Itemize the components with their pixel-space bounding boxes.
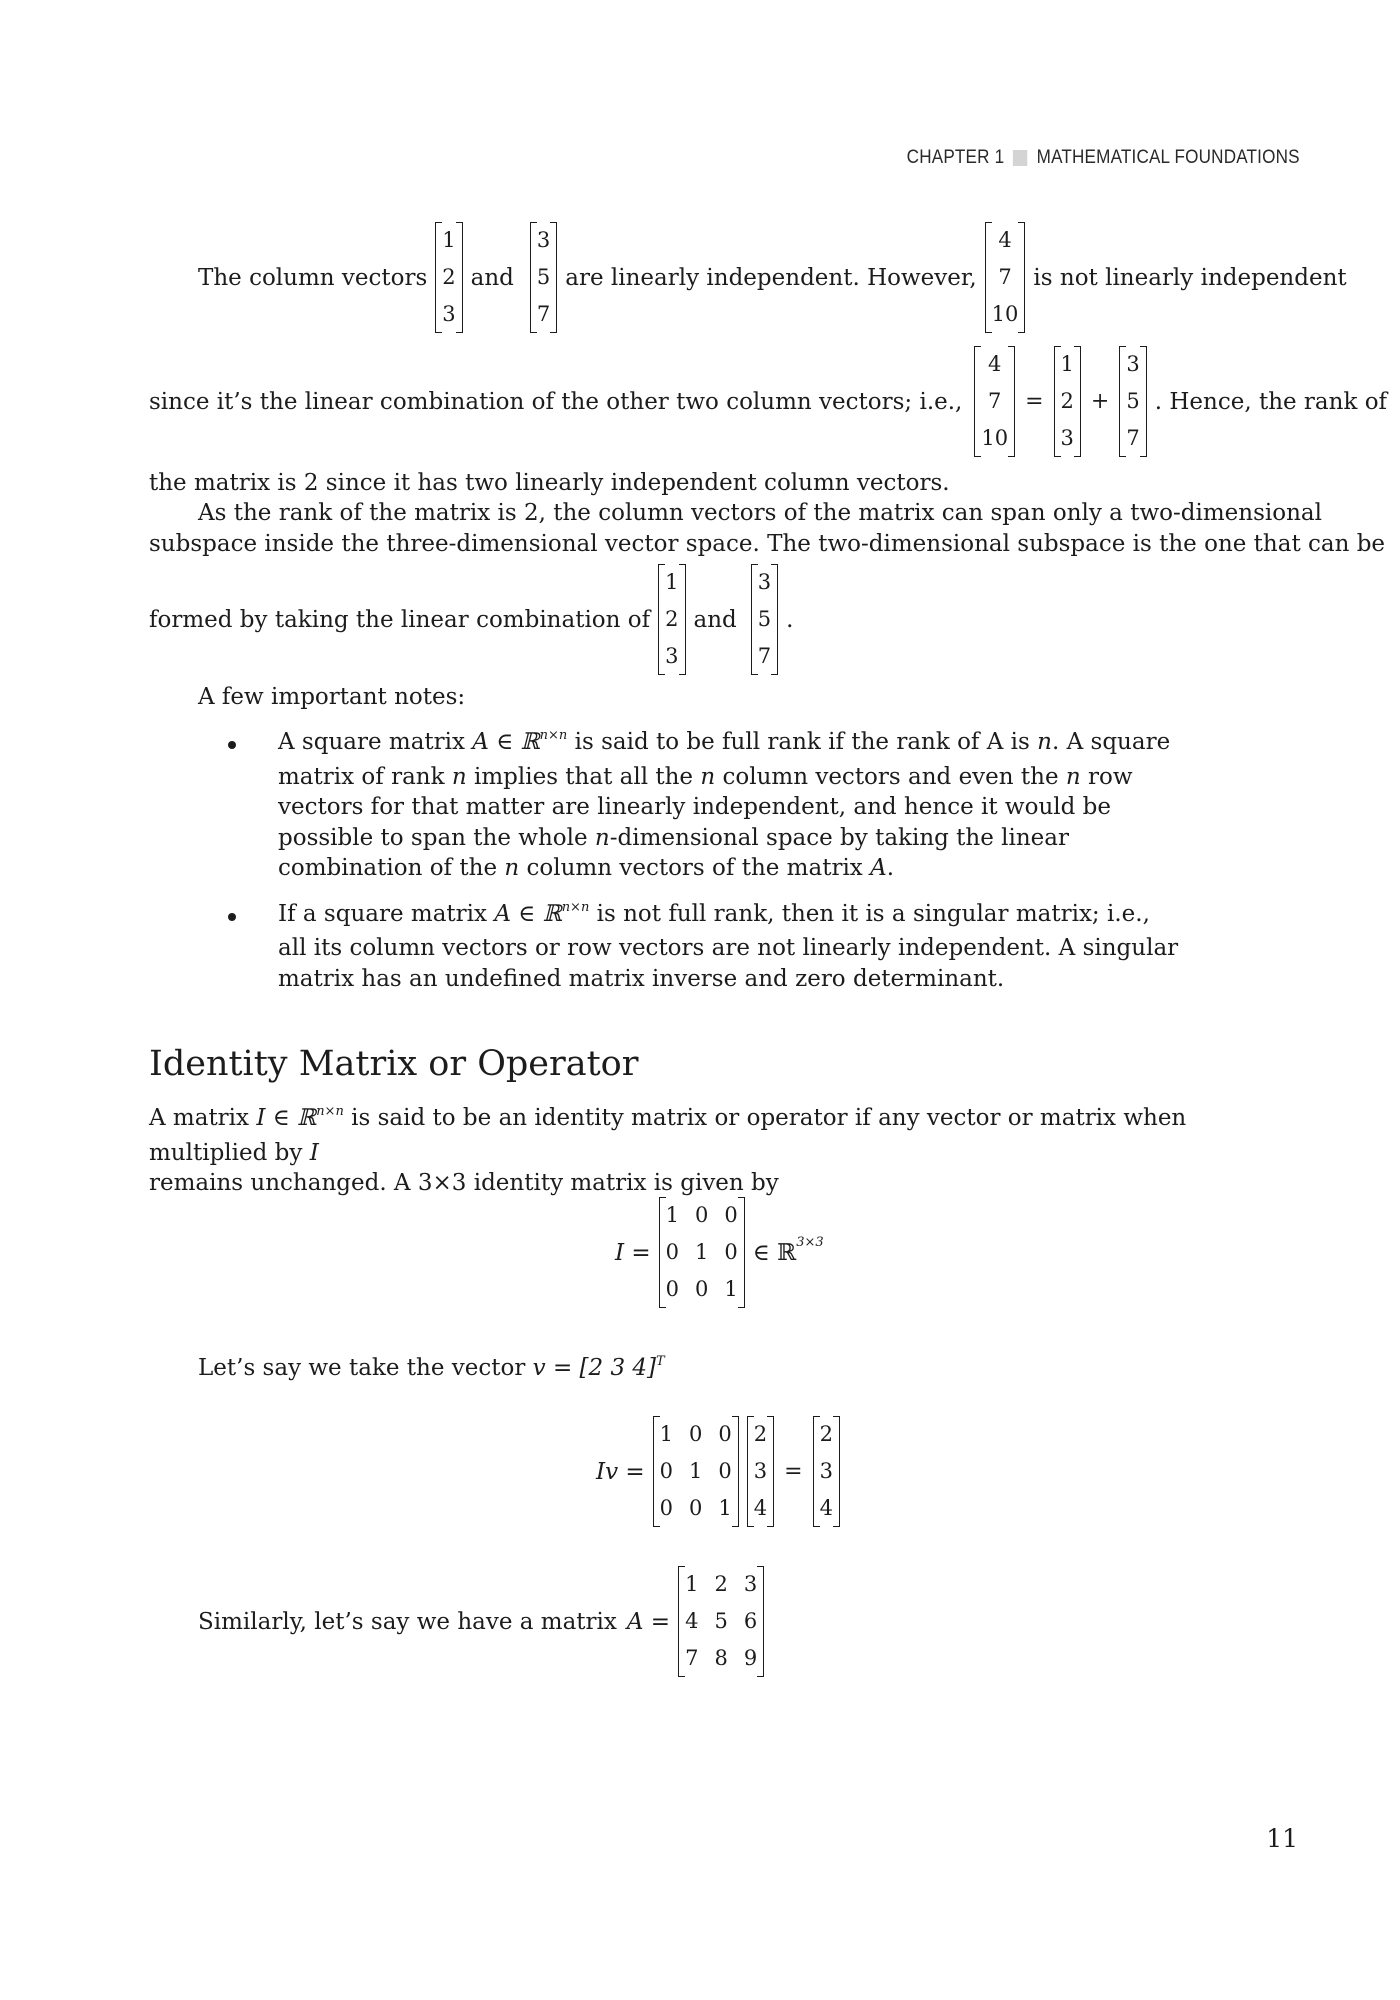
cell: 7 [1126,426,1140,450]
text: row vectors for that matter are linearly independent, and hence it would be possible to span the whole [278,763,1133,851]
cell: 0 [689,1496,703,1520]
paragraph-column-vectors [198,222,1347,333]
section-heading: Identity Matrix or Operator [149,1044,639,1084]
superscript: n×n [561,899,590,915]
text: The column vectors [198,264,428,291]
identity-matrix [653,1416,739,1527]
cell: 2 [1060,389,1074,413]
cell: 1 [665,1203,680,1227]
cell: 0 [665,1240,680,1264]
cell: 4 [753,1496,768,1520]
column-vector-a [435,222,462,333]
math-n: n [1037,729,1052,755]
notes-intro: A few important notes: [198,684,466,710]
cell: 0 [724,1240,738,1264]
cell: 7 [685,1646,699,1670]
cell: 2 [665,607,679,631]
cell: 1 [695,1240,709,1264]
text: . A square matrix of rank [278,729,1171,790]
equals-sign: = [784,1459,803,1484]
cell: 1 [689,1459,703,1483]
identity-vector-equation [596,1416,848,1527]
cell: 1 [724,1277,738,1301]
chapter-label: CHAPTER 1 [906,147,1005,168]
math-expression: I ∈ ℝ [256,1105,317,1131]
list-item [220,899,1180,995]
text: formed by taking the linear combination of [149,606,651,633]
cell: 1 [685,1572,699,1596]
notes-list [220,727,1180,1009]
text: is not full rank, then it is a singular matrix; i.e., all its column vectors or row vectors are not linearly independent. A singular matrix has an undefined matrix inverse and zero determinant. [278,900,1179,992]
cell: 0 [665,1277,680,1301]
math-expression: A ∈ ℝ [472,729,540,755]
chapter-title: MATHEMATICAL FOUNDATIONS [1036,147,1300,168]
cell: 1 [665,570,679,594]
cell: 0 [724,1203,738,1227]
column-vector-b [530,222,557,333]
paragraph-rank-line1: As the rank of the matrix is 2, the column vectors of the matrix can span only a two-dimensional [198,500,1322,526]
paragraph-rank-continuation: the matrix is 2 since it has two linearly independent column vectors. [149,470,950,496]
running-header [907,147,1300,169]
math-n: n [1065,763,1081,790]
text: and [693,606,737,633]
text: are linearly independent. However, [565,264,977,291]
equation-lhs: Iv = [596,1458,645,1485]
math-n: n [700,763,716,790]
equation-lhs: I = [615,1239,651,1266]
superscript: 3×3 [796,1235,824,1250]
text: column vectors and even the [722,763,1059,790]
cell: 2 [753,1422,768,1446]
cell: 5 [536,265,551,289]
cell: 4 [988,352,1002,376]
identity-definition [149,1103,1259,1199]
equation-lhs: A = [626,1608,671,1635]
bullet-icon [228,913,236,921]
cell: 3 [665,644,679,668]
cell: 3 [442,302,456,326]
text: . Hence, the rank of [1154,388,1388,415]
text: is not linearly independent [1033,264,1347,291]
text: implies that all the [473,763,694,790]
cell: 0 [718,1422,732,1446]
text: If a square matrix [278,900,487,927]
cell: 7 [757,644,772,668]
text: A matrix [149,1105,250,1131]
cell: 4 [685,1609,699,1633]
list-item [220,727,1180,884]
cell: 0 [718,1459,732,1483]
column-vector-b [1119,346,1146,457]
text: remains unchanged. A [149,1170,411,1196]
math-n: n [451,763,467,790]
cell: 0 [659,1459,674,1483]
column-vector-a [1054,346,1081,457]
equals-sign: = [1025,389,1044,414]
matrix-example [198,1566,772,1677]
cell: 5 [714,1609,728,1633]
text: A square matrix [278,729,465,755]
vector-example-text [198,1353,665,1388]
text: and [470,264,514,291]
cell: 3 [536,228,551,252]
cell: 2 [819,1422,833,1446]
text: . [786,606,794,633]
result-vector [813,1416,840,1527]
cell: 7 [536,302,551,326]
cell: 7 [988,389,1002,413]
math-expression: v = [2 3 4] [532,1355,657,1381]
cell: 1 [659,1422,674,1446]
equation-rhs: ∈ ℝ [752,1239,797,1266]
math-dimension: 3×3 [417,1170,467,1196]
math-n: n [504,855,520,881]
cell: 3 [1126,352,1140,376]
superscript: n×n [316,1104,344,1119]
cell: 3 [819,1459,833,1483]
cell: 6 [743,1609,758,1633]
cell: 3 [743,1572,758,1596]
header-separator [1014,150,1028,166]
cell: 10 [991,302,1019,326]
superscript: T [656,1354,665,1369]
cell: 1 [718,1496,732,1520]
identity-matrix-equation [615,1197,824,1308]
page-number: 11 [1266,1824,1298,1853]
identity-matrix [659,1197,745,1308]
text: identity matrix is given by [473,1170,779,1196]
cell: 3 [753,1459,768,1483]
paragraph-rank-line2: subspace inside the three-dimensional vector space. The two-dimensional subspace is the one that can be [149,531,1386,557]
cell: 0 [695,1203,709,1227]
plus-sign: + [1090,389,1110,414]
cell: 5 [1126,389,1140,413]
column-vector-c [974,346,1015,457]
text: is said to be an identity matrix or operator if any vector or matrix when multiplied by [149,1105,1187,1166]
text: column vectors of the matrix [526,855,863,881]
cell: 1 [1060,352,1074,376]
cell: 3 [1060,426,1074,450]
cell: 3 [757,570,772,594]
column-vector-a [658,564,685,675]
text: . [886,855,895,881]
cell: 4 [819,1496,833,1520]
cell: 4 [998,228,1012,252]
math-expression: A ∈ ℝ [494,900,562,927]
column-vector-b [751,564,778,675]
math-A: A [870,855,887,881]
text: is said to be full rank if the rank of A is [574,729,1030,755]
matrix-A [678,1566,764,1677]
cell: 7 [998,265,1012,289]
cell: 1 [442,228,456,252]
cell: 9 [743,1646,758,1670]
math-n: n [594,824,610,851]
cell: 0 [695,1277,709,1301]
cell: 2 [442,265,456,289]
cell: 10 [981,426,1009,450]
text: Similarly, let’s say we have a matrix [198,1608,617,1635]
cell: 8 [714,1646,728,1670]
bullet-icon [228,741,236,749]
superscript: n×n [539,728,568,743]
text: since it’s the linear combination of the other two column vectors; i.e., [149,388,963,415]
cell: 5 [757,607,772,631]
paragraph-rank-line3 [149,564,793,675]
math-I: I [309,1139,319,1166]
cell: 0 [689,1422,703,1446]
cell: 0 [659,1496,674,1520]
vector-v [747,1416,774,1527]
paragraph-linear-combination [149,346,1387,457]
cell: 2 [714,1572,728,1596]
text: Let’s say we take the vector [198,1355,526,1381]
text: -dimensional space by taking the linear combination of the [278,824,1070,881]
column-vector-c [985,222,1026,333]
